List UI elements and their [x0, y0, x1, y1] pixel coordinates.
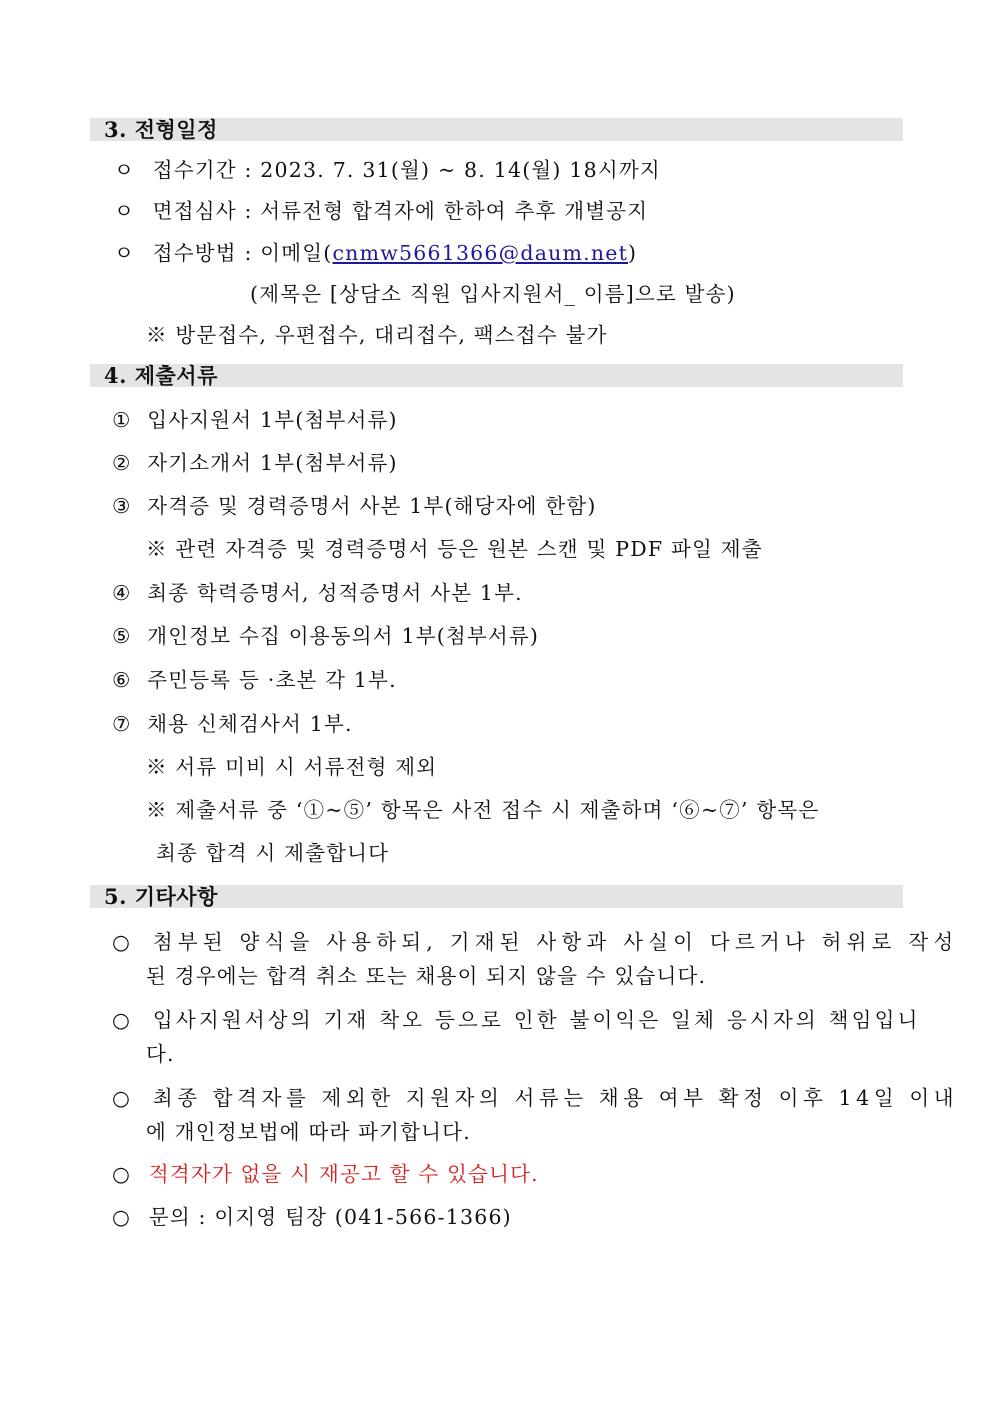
number-icon: ② [112, 451, 132, 475]
item-text: 개인정보 수집 이용동의서 1부(첨부서류) [147, 624, 540, 648]
section-title-misc: 5. 기타사항 [104, 884, 218, 909]
item-text: 자기소개서 1부(첨부서류) [147, 451, 398, 475]
note-submission-timing-cont: 최종 합격 시 제출합니다 [156, 841, 390, 865]
number-icon: ⑥ [112, 668, 132, 692]
item-text-line2: 된 경우에는 합격 취소 또는 채용이 되지 않을 수 있습니다. [146, 964, 707, 988]
number-icon: ① [112, 408, 132, 432]
list-item-health-check [112, 711, 353, 737]
subject-format-note: (제목은 [상담소 직원 입사지원서_ 이름]으로 발송) [250, 282, 736, 306]
item-text: 주민등록 등 ·초본 각 1부. [147, 668, 397, 692]
circle-bullet-icon: ○ [112, 930, 132, 954]
section-title-documents: 4. 제출서류 [104, 363, 218, 388]
list-item-certificates [112, 493, 597, 519]
note-submission-timing: ※ 제출서류 중 ‘①~⑤’ 항목은 사전 접수 시 제출하며 ‘⑥~⑦’ 항목은 [146, 798, 820, 822]
bullet-icon: ㅇ [114, 158, 136, 182]
item-text-line2: 다. [146, 1042, 175, 1066]
item-text-highlight: 적격자가 없을 시 재공고 할 수 있습니다. [148, 1162, 539, 1186]
item-text-line1: 첨부된 양식을 사용하되, 기재된 사항과 사실이 다르거나 허위로 작성 [152, 930, 959, 954]
item-text: 접수기간 : 2023. 7. 31(월) ~ 8. 14(월) 18시까지 [152, 158, 661, 182]
item-text-close: ) [628, 241, 638, 265]
note-no-visit: ※ 방문접수, 우편접수, 대리접수, 팩스접수 불가 [146, 323, 608, 347]
number-icon: ⑦ [112, 712, 132, 736]
list-item-application [112, 407, 398, 433]
bullet-icon: ㅇ [114, 199, 136, 223]
circle-bullet-icon: ○ [112, 1086, 132, 1110]
note-original-scan: ※ 관련 자격증 및 경력증명서 등은 원본 스캔 및 PDF 파일 제출 [146, 537, 763, 561]
list-item-self-intro [112, 450, 398, 476]
section-title-schedule: 3. 전형일정 [104, 117, 218, 142]
email-link[interactable]: cnmw5661366@daum.net [332, 241, 629, 265]
item-text: 채용 신체검사서 1부. [147, 712, 353, 736]
list-item-resident-registration [112, 667, 397, 693]
item-text: 자격증 및 경력증명서 사본 1부(해당자에 한함) [147, 494, 597, 518]
number-icon: ③ [112, 494, 132, 518]
item-text: 문의 : 이지영 팀장 (041-566-1366) [148, 1205, 512, 1229]
list-item-interview [114, 198, 648, 224]
list-item-reception-period [114, 157, 661, 183]
item-text: 접수방법 : 이메일( [152, 241, 333, 265]
circle-bullet-icon: ○ [112, 1162, 132, 1186]
number-icon: ④ [112, 581, 132, 605]
note-incomplete-docs: ※ 서류 미비 시 서류전형 제외 [146, 755, 438, 779]
item-text-line2: 에 개인정보법에 따라 파기합니다. [146, 1120, 471, 1144]
list-item-privacy-consent [112, 623, 539, 649]
circle-bullet-icon: ○ [112, 1008, 132, 1032]
list-item-reception-method [114, 240, 637, 266]
item-text-line1: 최종 합격자를 제외한 지원자의 서류는 채용 여부 확정 이후 14일 이내 [152, 1086, 959, 1110]
item-text: 최종 학력증명서, 성적증명서 사본 1부. [147, 581, 523, 605]
bullet-icon: ㅇ [114, 241, 136, 265]
list-item-education [112, 580, 523, 606]
item-text: 입사지원서 1부(첨부서류) [147, 408, 398, 432]
list-item-re-announcement [112, 1161, 539, 1187]
number-icon: ⑤ [112, 624, 132, 648]
list-item-contact [112, 1204, 512, 1230]
circle-bullet-icon: ○ [112, 1205, 132, 1229]
item-text-line1: 입사지원서상의 기재 착오 등으로 인한 불이익은 일체 응시자의 책임입니 [152, 1008, 921, 1032]
item-text: 면접심사 : 서류전형 합격자에 한하여 추후 개별공지 [152, 199, 649, 223]
